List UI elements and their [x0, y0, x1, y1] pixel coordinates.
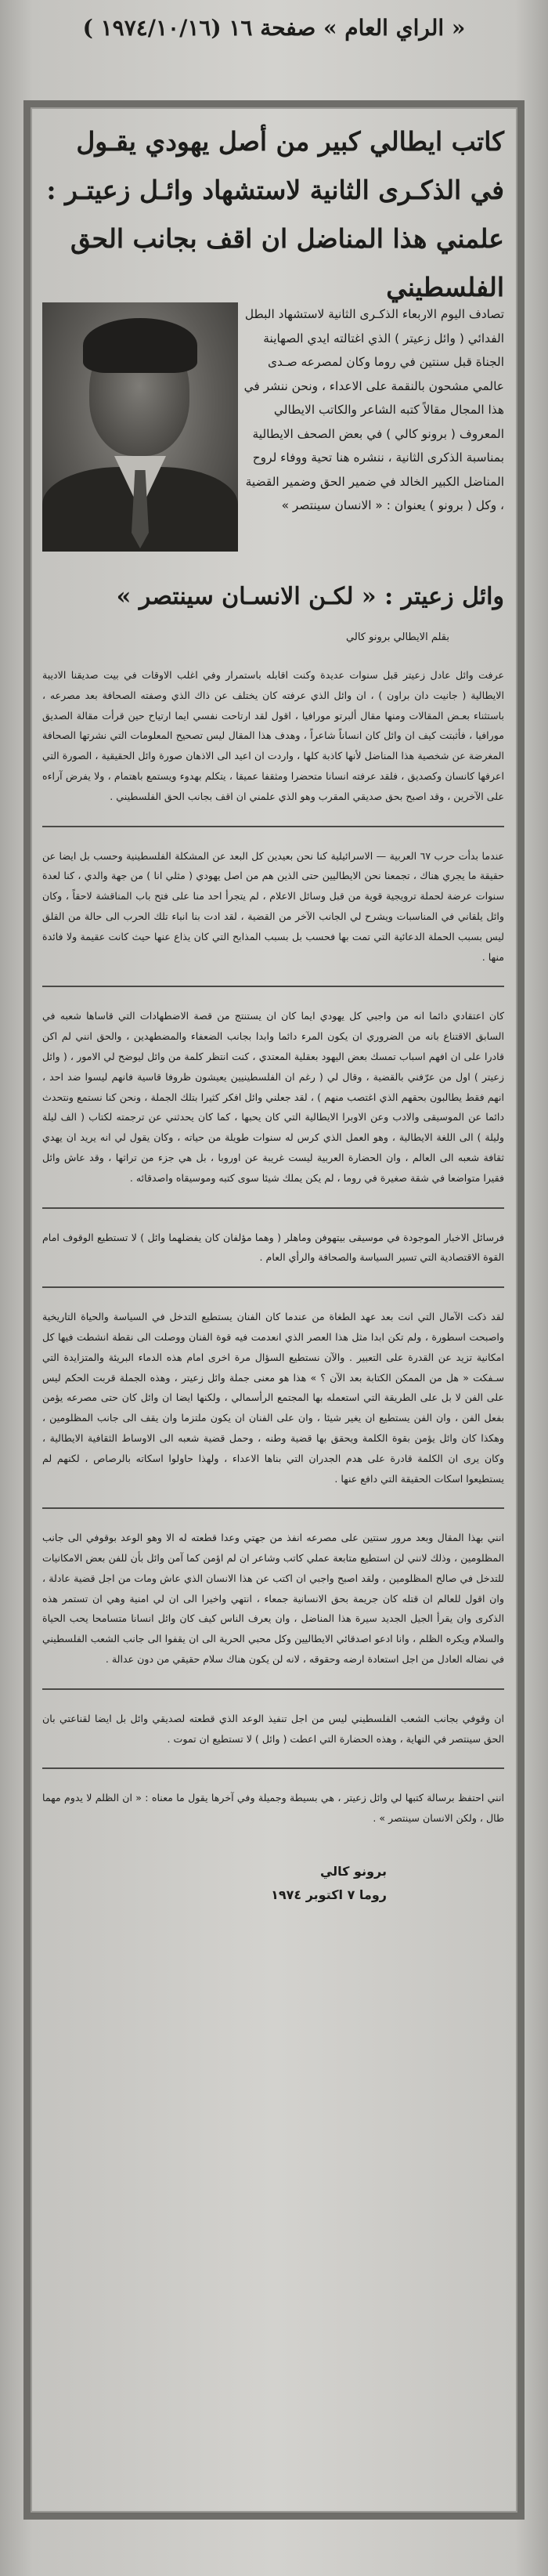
section-divider	[42, 1286, 504, 1288]
headline-line-3: علمني هذا المناضل ان اقف بجانب الحق الفلسطيني	[70, 223, 504, 302]
headline-line-2: في الذكـرى الثانية لاستشهاد وائـل زعيتـر :	[46, 175, 504, 205]
signature-date: روما ٧ اكتوبر ١٩٧٤	[271, 1887, 387, 1903]
section-divider	[42, 1688, 504, 1690]
paragraph-1: عرفت وائل عادل زعيتر قبل سنوات عديدة وكنت اقابله باستمرار وفي اغلب الاوقات في بيت صديقنا الاديبة الايطالية ( جانيت دان براون ) ، ان وائل الذي عرفته كان يختلف عن ذاك الذي وصفته الصحافة بعد مصرعه ، باستثناء بعـض المقالات ومنها مقال ألبرتو مورافيا ، اقول لقد ارتاحت نفسي ايما ارتياح حين قرأت مقالة الصديق مورافيا ، فأثبتت كيف ان وائل كان انساناً شاعراً ، وهدف هذا المقال ليس تصحيح المعلومات التي نشرتها الصحافة المغرضة عن شخصية هذا المناضل لأنها كاذبة كلها ، واردت ان اعيد الى الاذهان صورة وائل الحقيقية ، الصورة التي اعرفها كانسان وكصديق ، فلقد عرفته انسانا متحضرا ومثقفا عميقا ، يتكلم بهدوء ويستمع باهتمام ، ولا يفرض آراءه على الآخرين ، وقد اصبح بحق صديقي المقرب وهو الذي علمني ان اقف بجانب الحق الفلسطيني .	[42, 669, 504, 802]
paragraph-6: انني بهذا المقال وبعد مرور سنتين على مصرعه انفذ من جهتي وعدا قطعته له الا وهو الوعد بوقوفي الى جانب المظلومين ، وذلك لانني لن استطيع متابعة عملي كاتب وشاعر ان لم اؤمن كما آمن وائل بأن للفن بعض الامكانيات للتدخل في صالح المظلومين ، ولقد اصبح واجبي ان اكتب عن هذا الانسان الذي عاش ومات من اجل قضية عادلة ، وان اقول للعالم ان قتله كان جريمة بحق الانسانية جمعاء ، انتهي واخيرا الى ان لي امنية وهي ان تستمر هذه الذكرى وان يقرأ الجيل الجديد سيرة هذا المناضل ، وان يعرف الناس كيف كان وائل انسانا متسامحا يحب الحياة والسلام ويكره الظلم ، وانا ادعو اصدقائي الايطاليين وكل محبي الحرية الى ان يقفوا الى جانب الشعب الفلسطيني في نضاله العادل من اجل استعادة ارضه وحقوقه ، لانه لن يكون هناك سلام حقيقي من دون عدالة .	[42, 1532, 504, 1666]
newspaper-header: « الراي العام » صفحة ١٦ (١٩٧٤/١٠/١٦ )	[82, 15, 466, 41]
section-divider	[42, 1767, 504, 1769]
author-signature: برونو كالي	[319, 1864, 387, 1880]
headline	[42, 118, 504, 312]
paragraph-3: كان اعتقادي دائما انه من واجبي كل يهودي ايما كان ان يستنتج من قصة الاضطهادات التي قاساها شعبه في السابق الاقتناع بانه من الضروري ان يكون المرء دائما وابدا بجانب الضعفاء والمضطهدين ، والحق انني لم اكن قادرا على ان افهم اسباب تمسك بعض اليهود بعقلية المعتدي ، كنت انتظر كلمة من وائل ليوضح لي الامور ، ( وائل زعيتر ) اول من عرّفني بالقضية ، وقال لي ( رغم ان الفلسطينيين يعيشون ظروفا قاسية فانهم ليسوا ضد احد ، انهم فقط يطالبون بحقهم الذي اغتصب منهم ) ، لقد جعلني وائل افكر كثيرا بتلك الجملة ، ونحن كنا نستمع ونتحدث دائما عن الموسيقى والادب وعن الاوبرا الايطالية التي كان يحبها ، كما كان يحدثني عن ترجمته لكتاب ( الف ليلة وليلة ) الى اللغة الايطالية ، وهو العمل الذي كرس له سنوات طويلة من حياته ، وكان يقول لي انه يريد ان يهدي ثقافة شعبه الى العالم ، وان الحضارة العربية ليست غريبة عن اوروبا ، بل هي جزء من تراثها ، وقد عاش وائل فقيرا متواضعا في شقة صغيرة في روما ، لم يكن يملك شيئا سوى كتبه وموسيقاه واصدقائه .	[42, 1010, 504, 1184]
article-subtitle: وائل زعيتر : « لكـن الانسـان سينتصر »	[116, 583, 504, 610]
paragraph-4: فرسائل الاخبار الموجودة في موسيقى بيتهوفن وماهلر ( وهما مؤلفان كان يفضلهما وائل ) لا تستطيع الوقوف امام القوة الاقتصادية التي تسير السياسة والصحافة والرأي العام .	[42, 1231, 504, 1264]
article-content	[42, 118, 505, 1903]
portrait-photo	[42, 302, 238, 552]
paragraph-2: عندما بدأت حرب ٦٧ العربية — الاسرائيلية كنا نحن بعيدين كل البعد عن المشكلة الفلسطينية وحسب بل ايضا عن حقيقة ما يجري هناك ، تجمعنا نحن الايطاليين حتى الذين هم من اصل يهودي ( مثلي انا ) من جهة والدي ، كنا لعدة سنوات عرضة لحملة ترويجية قوية من قبل وسائل الاعلام ، لم يتجرأ احد منا على فتح باب المناقشة لاحقاً ، وكان وائل يلقاني في المناسبات ويشرح لي الجانب الآخر من القضية ، لقد ادت بنا انباء تلك الحرب الى حالة من القلق ليس بسبب الحملة الدعائية التي تمت بها فحسب بل بسبب المذابح التي كان يذاع عنها حيث كانت عقيمة ولا فائدة منها .	[42, 849, 505, 963]
paragraph-7: ان وقوفي بجانب الشعب الفلسطيني ليس من اجل تنفيذ الوعد الذي قطعته لصديقي وائل بل ايضا لقناعتي بان الحق سينتصر في النهاية ، وهذه الحضارة التي اعطت ( وائل ) لا تستطيع ان تموت .	[42, 1712, 504, 1745]
section-divider	[42, 826, 504, 827]
paragraph-8: انني احتفظ برسالة كتبها لي وائل زعيتر ، هي بسيطة وجميلة وفي آخرها يقول ما معناه : « ان الظلم لا يدوم مهما طال ، ولكن الانسان سينتصر » .	[42, 1792, 504, 1825]
section-divider	[42, 1507, 504, 1509]
paragraph-5: لقد ذكت الآمال التي انت بعد عهد الطغاة من عندما كان الفنان يستطيع التدخل في السياسة والحياة التاريخية واصبحت اسطورة ، ولم تكن ابدا مثل هذا العصر الذي انعدمت فيه قوة الفنان ووصلت الى نقطة انشطت فيها كل امكانية تزيد عن القدرة على التعبير . والآن نستطيع السؤال مرة اخرى امام هذه الدماء البريئة والمتزايدة التي سـفكت « هل من الممكن الكتابة بعد الآن ؟ » هذا هو معنى جملة وائل زعيتر ، وهذه الجملة قربت الحكم ليس على الفن لا بل على الطريقة التي استعمله بها المجتمع الرأسمالي ، ولكنها ايضا ان وائل كان حتى مصرعه يؤمن بفعل الفن ، وان الفن يستطيع ان يغير شيئا ، وان على الفنان ان يكون ملتزما وان يقف الى جانب المظلومين ، وهكذا كان وائل يؤمن بقوة الكلمة ويحقق بها قضية وطنه ، وحمل قضية شعبه الى الاوساط الثقافية الايطالية ، وكان يرى ان الكلمة قادرة على هدم الجدران التي بناها الاعداء ، ولهذا حاولوا اسكاته بالرصاص ، لكنهم لم يستطيعوا اسكات الحقيقة التي دافع عنها .	[42, 1311, 504, 1485]
byline: بقلم الايطالي برونو كالي	[346, 631, 449, 643]
headline-line-1: كاتب ايطالي كبير من أصل يهودي يقـول	[76, 126, 504, 157]
section-divider	[42, 1207, 504, 1209]
article-body	[42, 580, 504, 1907]
section-divider	[42, 986, 504, 987]
intro-text: تصادف اليوم الاربعاء الذكـرى الثانية لاستشهاد البطل الفدائي ( وائل زعيتر ) الذي اغتالته ايدي الصهاينة الجناة قبل سنتين في روما وكان لمصرعه صـدى عالمي مشحون بالنقمة على الاعداء ، ونحن ننشر في هذا المجال مقالاً كتبه الشاعر والكاتب الايطالي المعروف ( برونو كالي ) في بعض الصحف الايطالية بمناسبة الذكرى الثانية ، ننشره هنا تحية ووفاء لروح المناضل الكبير الخالد في ضمير الحق وضمير القضية ، وكل ( برونو ) يعنوان : « الانسان سينتصر »	[243, 307, 504, 512]
